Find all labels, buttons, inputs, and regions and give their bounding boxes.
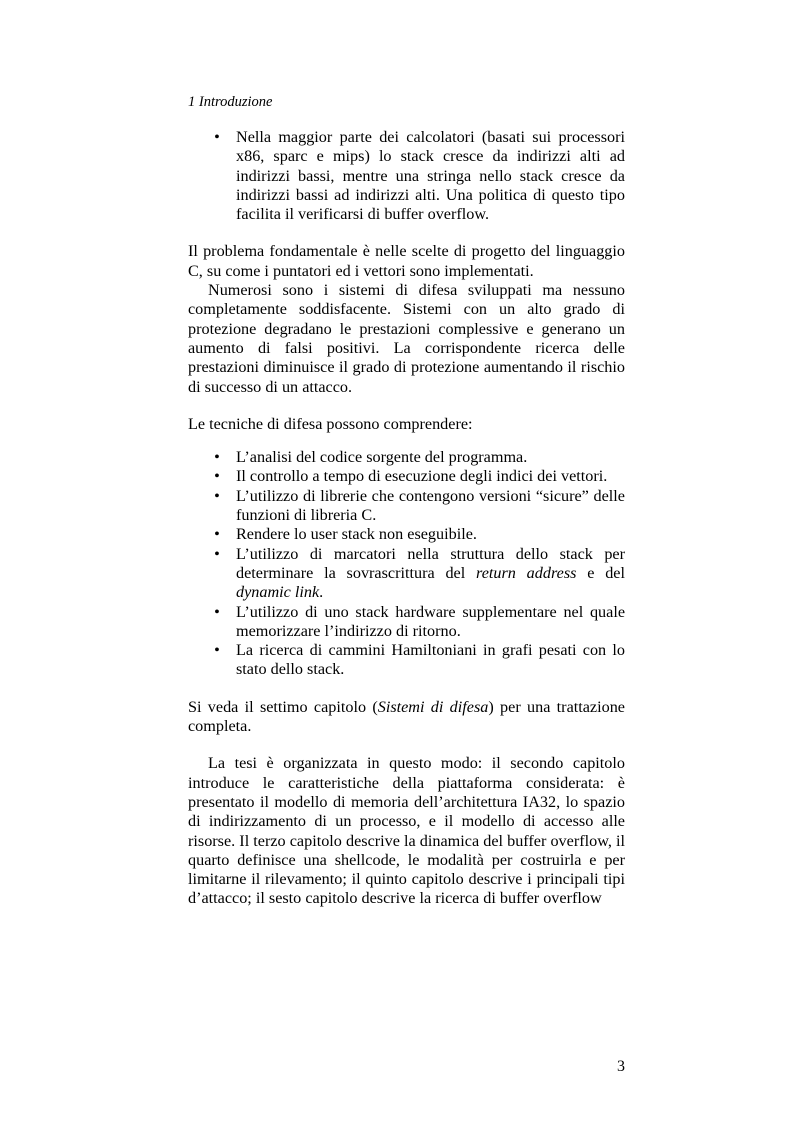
list-item xyxy=(214,602,625,642)
list-item-text: Nella maggior parte dei calcolatori (basati sui processori x86, sparc e mips) lo stack cresce da indirizzi alti ad indirizzi bassi, mentre una stringa nello stack cresce da indirizzi bassi ad indirizzi alti. Una politica di questo tipo facilita il verificarsi di buffer overflow. xyxy=(236,128,625,224)
list-item xyxy=(214,467,625,486)
intro-bullet-list xyxy=(188,128,625,224)
text-run: e del xyxy=(576,563,625,582)
list-item xyxy=(214,641,625,680)
list-item-text: Il controllo a tempo di esecuzione degli indici dei vettori. xyxy=(236,467,608,486)
list-item-text xyxy=(236,545,625,602)
text-run: L’utilizzo di marcatori nella struttura dello stack per determinare la sovrascrittura del xyxy=(236,544,625,582)
list-item-text: La ricerca di cammini Hamiltoniani in grafi pesati con lo stato dello stack. xyxy=(236,641,625,679)
paragraph: La tesi è organizzata in questo modo: il secondo capitolo introduce le caratteristiche della piattaforma considerata: è presentato il modello di memoria dell’architettura IA32, lo spazio di indirizzamento di un processo, e il modello di accesso alle risorse. Il terzo capitolo descrive la dinamica del buffer overflow, il quarto definisce una shellcode, le modalità per costruirla e per limitarne il rilevamento; il quinto capitolo descrive i principali tipi d’attacco; il sesto capitolo descrive la ricerca di buffer overflow xyxy=(188,754,625,908)
list-item xyxy=(214,544,625,603)
page-body xyxy=(188,128,625,909)
list-item-text: L’utilizzo di librerie che contengono versioni “sicure” delle funzioni di libreria C. xyxy=(236,486,625,525)
bullet-icon: • xyxy=(214,641,220,660)
emphasis-text: return address xyxy=(476,563,577,582)
bullet-icon: • xyxy=(214,602,220,621)
list-item xyxy=(214,128,625,224)
bullet-icon: • xyxy=(214,486,220,505)
list-item xyxy=(214,448,625,467)
list-item-text: L’analisi del codice sorgente del programma. xyxy=(236,448,528,467)
bullet-icon: • xyxy=(214,525,220,544)
paragraph: Le tecniche di difesa possono comprendere: xyxy=(188,414,473,433)
paragraph xyxy=(188,698,625,737)
paragraph: Il problema fondamentale è nelle scelte di progetto del linguaggio C, su come i puntatori ed i vettori sono implementati. xyxy=(188,242,625,280)
bullet-icon: • xyxy=(214,448,220,467)
list-item xyxy=(214,525,625,544)
running-head: 1 Introduzione xyxy=(188,94,273,110)
text-run: Si veda il settimo capitolo ( xyxy=(188,697,378,716)
list-item xyxy=(214,486,625,526)
emphasis-text: Sistemi di difesa xyxy=(377,697,489,716)
bullet-icon: • xyxy=(214,128,220,146)
list-item-text: Rendere lo user stack non eseguibile. xyxy=(236,525,477,544)
page-number: 3 xyxy=(617,1058,625,1075)
bullet-icon: • xyxy=(214,544,220,563)
text-run: . xyxy=(319,583,324,602)
emphasis-text: dynamic link xyxy=(236,583,320,602)
list-item-text: L’utilizzo di uno stack hardware supplementare nel quale memorizzare l’indirizzo di ritorno. xyxy=(236,602,625,640)
paragraph: Numerosi sono i sistemi di difesa sviluppati ma nessuno completamente soddisfacente. Sistemi con un alto grado di protezione degradano le prestazioni complessive e generano un aumento di falsi positivi. La corrispondente ricerca delle prestazioni diminuisce il grado di protezione aumentando il rischio di successo di un attacco. xyxy=(188,281,625,396)
techniques-bullet-list xyxy=(188,448,625,680)
bullet-icon: • xyxy=(214,467,220,486)
text-run: ) per una trattazione completa. xyxy=(188,697,625,736)
